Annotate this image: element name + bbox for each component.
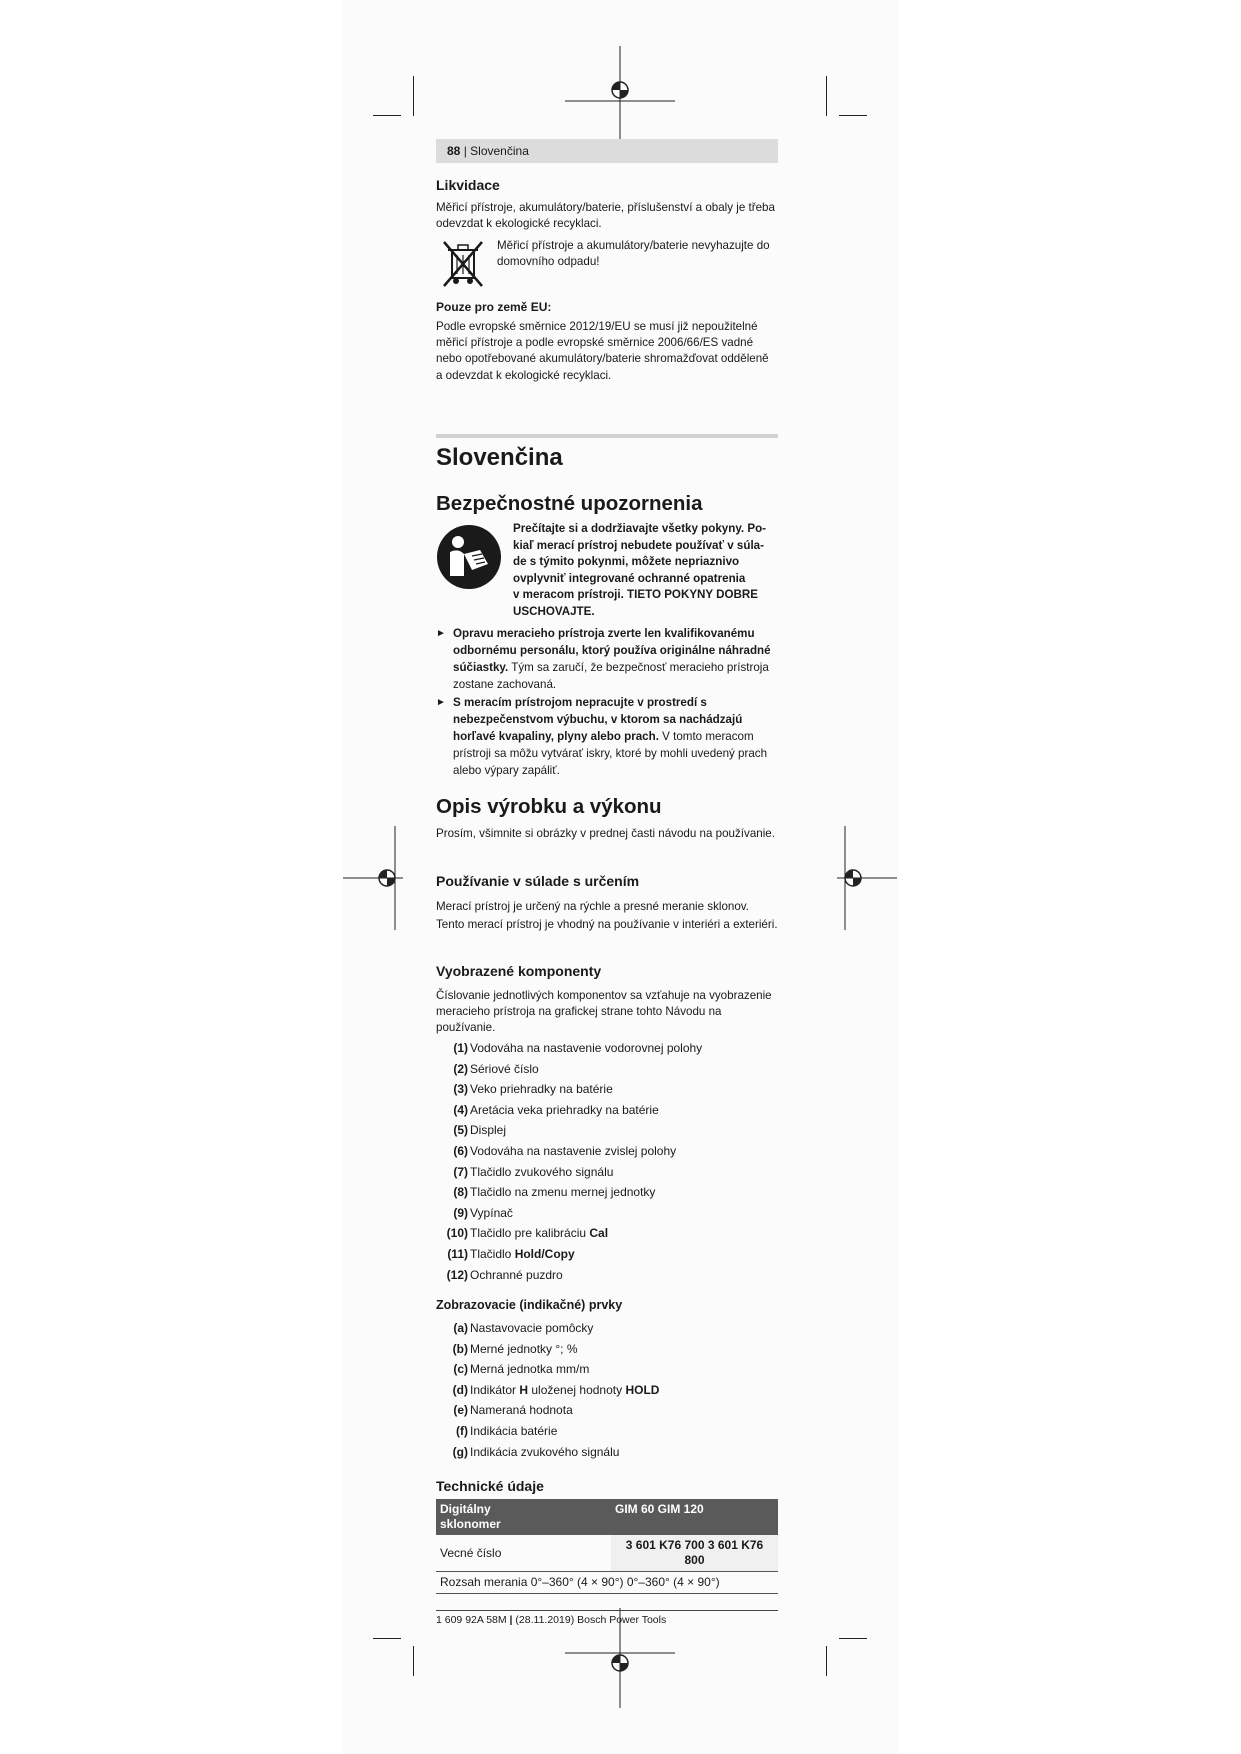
component-item xyxy=(440,1246,575,1262)
component-item xyxy=(440,1122,506,1138)
component-text: Tlačidlo zvukového signálu xyxy=(470,1164,614,1179)
indicator-item xyxy=(440,1382,659,1398)
page-footer xyxy=(436,1610,778,1626)
header-label-line: sklonomer xyxy=(440,1517,501,1531)
components-title: Vyobrazené komponenty xyxy=(436,963,602,979)
footer-code: 1 609 92A 58M xyxy=(436,1614,507,1626)
bullet-text: Tým sa zaručí, že bezpečnosť meracieho prístroja zostane zachovaná. xyxy=(453,661,769,691)
component-number: (12) xyxy=(446,1267,468,1282)
likvidace-title: Likvidace xyxy=(436,177,500,193)
component-item xyxy=(440,1225,608,1241)
component-bold: Cal xyxy=(589,1226,609,1241)
safety-title: Bezpečnostné upozornenia xyxy=(436,492,703,515)
safety-bullet-2 xyxy=(436,694,778,779)
safety-warning-text xyxy=(513,521,778,621)
eu-title: Pouze pro země EU: xyxy=(436,300,552,314)
safety-line: ovplyvniť integrované ochranné opatrenia xyxy=(513,571,746,585)
product-text: Prosím, všimnite si obrázky v prednej časti návodu na používanie. xyxy=(436,827,775,840)
page-number: 88 xyxy=(447,144,461,158)
component-text: Veko priehradky na batérie xyxy=(470,1082,613,1097)
table-row xyxy=(436,1572,778,1594)
indicator-text: Indikácia zvukového signálu xyxy=(470,1444,620,1459)
table-header-row xyxy=(436,1499,778,1535)
indicator-item xyxy=(440,1444,619,1460)
component-number: (6) xyxy=(453,1144,468,1158)
component-number: (2) xyxy=(453,1061,468,1076)
component-text: Displej xyxy=(470,1123,507,1138)
crop-mark xyxy=(373,115,401,116)
indicator-item xyxy=(440,1361,589,1377)
tech-specs-table xyxy=(436,1499,778,1594)
component-item xyxy=(440,1040,702,1056)
component-item xyxy=(440,1164,613,1180)
component-item xyxy=(440,1143,676,1159)
header-label-line: Digitálny xyxy=(440,1502,491,1516)
component-item xyxy=(440,1061,539,1077)
indicator-text-part: uloženej hodnoty xyxy=(528,1382,626,1397)
component-bold: Hold/Copy xyxy=(514,1247,575,1261)
component-number: (11) xyxy=(447,1247,468,1261)
indicator-text-part: Indikátor xyxy=(470,1382,520,1397)
footer-rest: (28.11.2019) Bosch Power Tools xyxy=(515,1614,667,1626)
component-item xyxy=(440,1184,655,1200)
likvidace-icon-text: Měřicí přístroje a akumulátory/baterie nevyhazujte do domovního odpadu! xyxy=(497,239,770,269)
component-text: Vypínač xyxy=(470,1205,513,1220)
table-header-label xyxy=(436,1499,611,1535)
component-number: (3) xyxy=(453,1082,468,1097)
component-item xyxy=(440,1102,659,1118)
component-text: Aretácia veka priehradky na batérie xyxy=(470,1102,659,1117)
use-text-1: Merací prístroj je určený na rýchle a presné meranie sklonov. xyxy=(436,900,749,913)
table-cell-label: Rozsah merania 0°–360° (4 × 90°) 0°–360° (4 × 90°) xyxy=(436,1572,778,1594)
indicator-letter: (d) xyxy=(452,1382,468,1397)
safety-line: v meracom prístroji. TIETO POKYNY DOBRE xyxy=(513,588,759,602)
page-header xyxy=(436,139,778,163)
indicator-letter: (b) xyxy=(452,1341,468,1356)
indicator-text-part: HOLD xyxy=(625,1382,660,1397)
bullet-triangle-icon: ► xyxy=(436,628,446,639)
registration-mark-left xyxy=(343,826,403,930)
component-number: (10) xyxy=(446,1226,468,1241)
component-item xyxy=(440,1205,513,1221)
bullet-triangle-icon: ► xyxy=(436,697,446,708)
bullet-bold: Opravu meracieho prístroja zverte len kvalifikovanému odbornému personálu, ktorý používa originálne náhradné súčiastky. xyxy=(453,627,771,674)
component-number: (7) xyxy=(453,1164,468,1179)
table-header-models: GIM 60 GIM 120 xyxy=(611,1499,778,1535)
section-title: Slovenčina xyxy=(436,444,563,471)
component-number: (8) xyxy=(453,1185,468,1200)
section-rule xyxy=(436,434,778,438)
indicator-letter: (f) xyxy=(456,1424,468,1438)
safety-line: Prečítajte si a dodržiavajte všetky pokyny. Po- xyxy=(513,522,767,535)
crop-mark xyxy=(839,1638,867,1639)
indicator-letter: (e) xyxy=(453,1403,468,1418)
table-cell-label: Vecné číslo xyxy=(436,1535,611,1572)
component-number: (1) xyxy=(453,1041,468,1055)
component-number: (4) xyxy=(453,1102,468,1117)
component-text: Tlačidlo xyxy=(470,1247,515,1261)
indicator-text: Indikácia batérie xyxy=(470,1424,558,1438)
indicator-letter: (g) xyxy=(452,1444,468,1459)
component-text: Tlačidlo na zmenu mernej jednotky xyxy=(470,1185,656,1200)
component-text: Ochranné puzdro xyxy=(470,1267,563,1282)
table-row xyxy=(436,1535,778,1572)
component-text: Vodováha na nastavenie zvislej polohy xyxy=(470,1144,677,1158)
crop-mark xyxy=(413,1646,414,1676)
crop-mark xyxy=(373,1638,401,1639)
read-manual-icon xyxy=(436,524,502,590)
safety-line: de s týmito pokynmi, môžete nepriaznivo xyxy=(513,555,740,569)
component-text: Vodováha na nastavenie vodorovnej polohy xyxy=(470,1041,703,1055)
indicator-letter: (a) xyxy=(453,1321,468,1335)
use-title: Používanie v súlade s určením xyxy=(436,873,640,889)
product-title: Opis výrobku a výkonu xyxy=(436,795,662,818)
indicators-title: Zobrazovacie (indikačné) prvky xyxy=(436,1298,623,1312)
footer-separator: | xyxy=(506,1614,516,1626)
indicator-text: Merné jednotky °; % xyxy=(470,1341,578,1356)
component-text: Sériové číslo xyxy=(470,1061,539,1076)
header-section: Slovenčina xyxy=(470,144,529,158)
indicator-text: Nastavovacie pomôcky xyxy=(470,1321,594,1335)
components-text: Číslovanie jednotlivých komponentov sa vzťahuje na vyobrazenie meracieho prístroja na grafickej strane tohto Návodu na používanie. xyxy=(436,989,772,1035)
likvidace-paragraph: Měřicí přístroje, akumulátory/baterie, příslušenství a obaly je třeba odevzdat k ekologické recyklaci. xyxy=(436,201,775,231)
component-number: (5) xyxy=(453,1123,468,1138)
indicator-letter: (c) xyxy=(453,1362,468,1377)
indicator-text-part: H xyxy=(519,1382,529,1397)
indicator-text: Nameraná hodnota xyxy=(470,1403,573,1418)
indicator-item xyxy=(440,1423,557,1439)
bullet-bold: S meracím prístrojom nepracujte v prostredí s nebezpečenstvom výbuchu, v ktorom sa nachádzajú horľavé kvapaliny, plyny alebo prach. xyxy=(453,696,743,743)
indicator-item xyxy=(440,1320,593,1336)
component-item xyxy=(440,1267,563,1283)
crop-mark xyxy=(413,76,414,116)
safety-bullet-1 xyxy=(436,625,778,693)
crop-mark xyxy=(826,76,827,116)
eu-paragraph: Podle evropské směrnice 2012/19/EU se musí již nepoužitelné měřicí přístroje a podle evropské směrnice 2006/66/ES vadné nebo opotřebované akumulátory/baterie shromažďovat odděleně a odevzdat k ekologické recyklaci. xyxy=(436,320,769,382)
crop-mark xyxy=(839,115,867,116)
component-number: (9) xyxy=(453,1205,468,1220)
component-text: Tlačidlo pre kalibráciu xyxy=(470,1226,590,1241)
component-item xyxy=(440,1081,613,1097)
use-text-2: Tento merací prístroj je vhodný na používanie v interiéri a exteriéri. xyxy=(436,918,778,931)
safety-line: kiaľ merací prístroj nebudete používať v súla- xyxy=(513,538,764,552)
safety-line: USCHOVAJTE. xyxy=(513,604,595,618)
weee-bin-icon xyxy=(438,238,488,288)
indicator-item xyxy=(440,1402,573,1418)
bullet-text: V tomto meracom prístroji sa môžu vytvárať iskry, ktoré by mohli uvedený prach alebo výpary zapáliť. xyxy=(453,730,768,777)
indicator-text: Merná jednotka mm/m xyxy=(470,1362,590,1377)
header-separator: | xyxy=(460,144,471,158)
crop-mark xyxy=(826,1646,827,1676)
tech-title: Technické údaje xyxy=(436,1478,544,1494)
table-cell-value: 3 601 K76 700 3 601 K76 800 xyxy=(611,1535,778,1572)
registration-mark-right xyxy=(837,826,897,930)
indicator-item xyxy=(440,1341,578,1357)
